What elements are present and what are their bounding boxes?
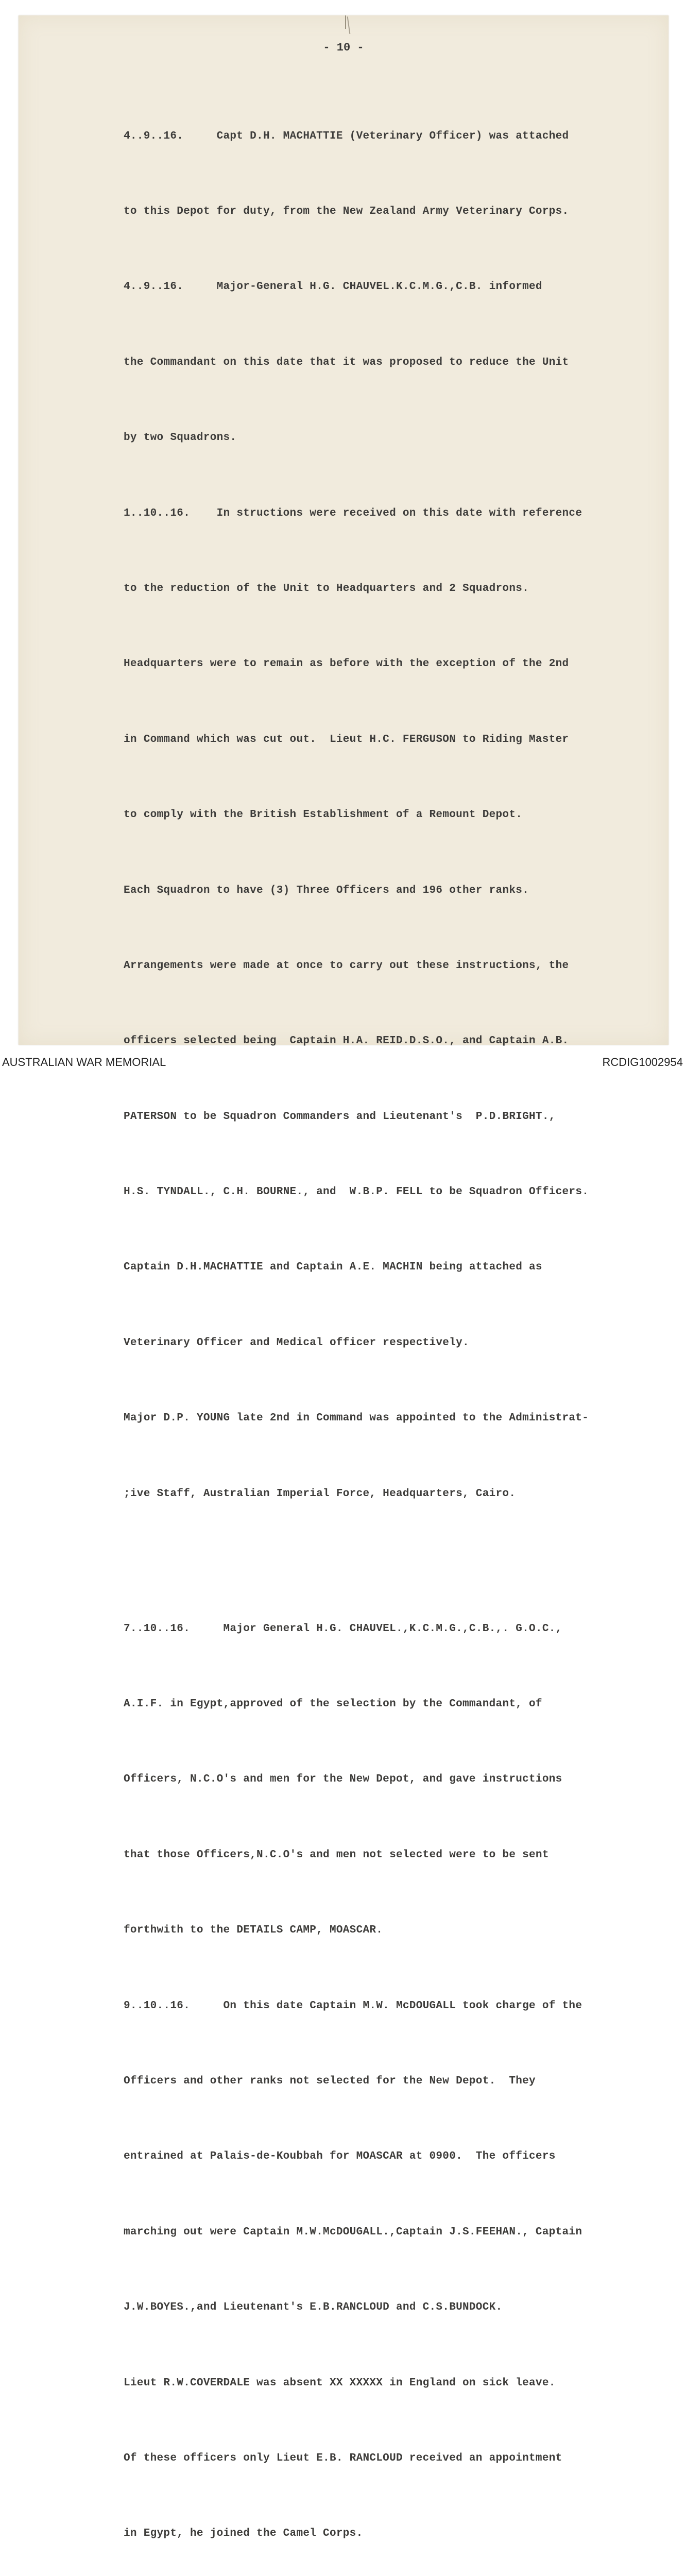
text-line: Each Squadron to have (3) Three Officers and 196 other ranks. — [124, 884, 529, 896]
text-line: 4..9..16. Capt D.H. MACHATTIE (Veterinary Officer) was attached — [124, 130, 569, 142]
text-line: H.S. TYNDALL., C.H. BOURNE., and W.B.P. FELL to be Squadron Officers. — [124, 1186, 589, 1198]
text-line: the Commandant on this date that it was proposed to reduce the Unit — [124, 356, 569, 368]
page-number: - 10 - — [323, 41, 364, 54]
staple-mark-2 — [347, 16, 351, 34]
footer-source-label: AUSTRALIAN WAR MEMORIAL — [2, 1056, 166, 1069]
text-line: Officers, N.C.O's and men for the New Depot, and gave instructions — [124, 1773, 562, 1786]
typed-body — [124, 74, 659, 2576]
text-line: Veterinary Officer and Medical officer respectively. — [124, 1336, 469, 1349]
footer-record-id: RCDIG1002954 — [602, 1056, 683, 1069]
text-line: Lieut R.W.COVERDALE was absent XX XXXXX in England on sick leave. — [124, 2377, 556, 2389]
text-line: A.I.F. in Egypt,approved of the selection by the Commandant, of — [124, 1698, 542, 1710]
text-line: forthwith to the DETAILS CAMP, MOASCAR. — [124, 1924, 383, 1937]
text-line: that those Officers,N.C.O's and men not selected were to be sent — [124, 1849, 549, 1861]
text-line: to comply with the British Establishment of a Remount Depot. — [124, 809, 523, 821]
text-line: Headquarters were to remain as before with the exception of the 2nd — [124, 658, 569, 670]
text-line: in Command which was cut out. Lieut H.C. FERGUSON to Riding Master — [124, 733, 569, 745]
footer-bar — [0, 1056, 686, 1071]
text-line: marching out were Captain M.W.McDOUGALL.,Captain J.S.FEEHAN., Captain — [124, 2226, 582, 2238]
text-line: Of these officers only Lieut E.B. RANCLOUD received an appointment — [124, 2452, 562, 2464]
text-line: to the reduction of the Unit to Headquarters and 2 Squadrons. — [124, 582, 529, 595]
text-line: officers selected being Captain H.A. REID.D.S.O., and Captain A.B. — [124, 1035, 569, 1047]
text-line: J.W.BOYES.,and Lieutenant's E.B.RANCLOUD and C.S.BUNDOCK. — [124, 2301, 503, 2314]
text-line: by two Squadrons. — [124, 432, 237, 444]
text-line: Arrangements were made at once to carry out these instructions, the — [124, 959, 569, 972]
staple-mark — [345, 15, 346, 29]
paragraph-gap — [124, 1557, 659, 1566]
text-line: Officers and other ranks not selected for the New Depot. They — [124, 2075, 536, 2087]
text-line: Major D.P. YOUNG late 2nd in Command was appointed to the Administrat- — [124, 1412, 589, 1425]
text-line: in Egypt, he joined the Camel Corps. — [124, 2528, 363, 2540]
text-line: 1..10..16. In structions were received on this date with reference — [124, 507, 582, 519]
text-line: ;ive Staff, Australian Imperial Force, Headquarters, Cairo. — [124, 1487, 516, 1500]
text-line: to this Depot for duty, from the New Zealand Army Veterinary Corps. — [124, 205, 569, 217]
text-line: 4..9..16. Major-General H.G. CHAUVEL.K.C.M.G.,C.B. informed — [124, 281, 542, 293]
text-line: 7..10..16. Major General H.G. CHAUVEL.,K.C.M.G.,C.B.,. G.O.C., — [124, 1622, 562, 1635]
text-line: 9..10..16. On this date Captain M.W. McDOUGALL took charge of the — [124, 1999, 582, 2012]
text-line: Captain D.H.MACHATTIE and Captain A.E. MACHIN being attached as — [124, 1261, 542, 1274]
text-line: entrained at Palais-de-Koubbah for MOASCAR at 0900. The officers — [124, 2150, 556, 2163]
text-line: PATERSON to be Squadron Commanders and Lieutenant's P.D.BRIGHT., — [124, 1110, 556, 1123]
